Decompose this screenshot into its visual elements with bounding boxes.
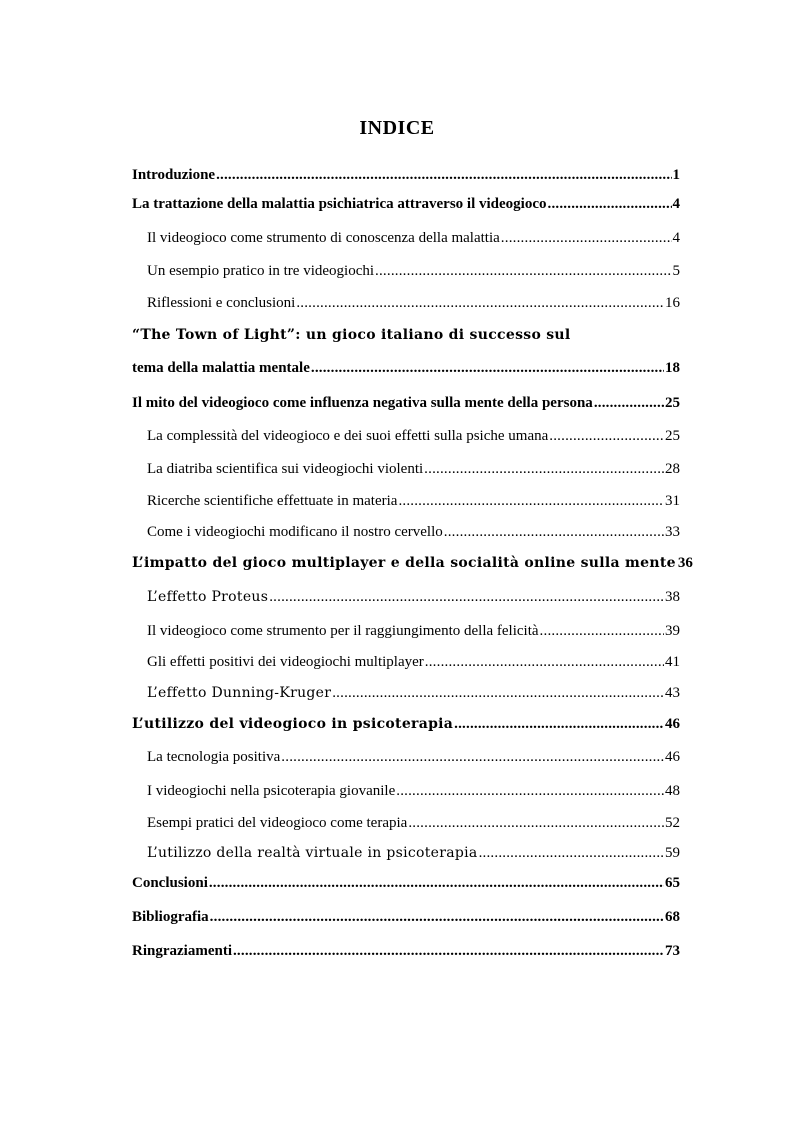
toc-page-number: 16	[665, 295, 680, 311]
toc-page-number: 18	[665, 360, 680, 376]
toc-label: tema della malattia mentale	[132, 360, 310, 376]
toc-entry-riflessioni[interactable]	[147, 293, 680, 313]
toc-entry-psicoterapia-giovanile[interactable]	[147, 781, 680, 801]
toc-entry-trattazione[interactable]	[132, 194, 680, 214]
toc-entry-psicoterapia[interactable]	[132, 714, 680, 734]
toc-leader	[424, 459, 664, 479]
toc-leader	[296, 293, 664, 313]
toc-entry-diatriba[interactable]	[147, 459, 680, 479]
toc-label: L’utilizzo del videogioco in psicoterapia	[132, 716, 454, 732]
toc-page-number: 1	[672, 167, 680, 183]
toc-label: La tecnologia positiva	[147, 749, 281, 765]
toc-label: La diatriba scientifica sui videogiochi violenti	[147, 461, 424, 477]
toc-label: Introduzione	[132, 167, 216, 183]
toc-leader	[501, 228, 672, 248]
toc-leader	[281, 747, 664, 767]
toc-page-number: 4	[672, 196, 680, 212]
toc-entry-esempi-terapia[interactable]	[147, 813, 680, 833]
toc-label: La complessità del videogioco e dei suoi effetti sulla psiche umana	[147, 428, 549, 444]
toc-page-number: 46	[665, 716, 680, 732]
toc-label: La trattazione della malattia psichiatrica attraverso il videogioco	[132, 196, 547, 212]
toc-entry-dunning-kruger[interactable]	[147, 683, 680, 703]
toc-label: Il mito del videogioco come influenza negativa sulla mente della persona	[132, 395, 593, 411]
toc-leader	[311, 358, 664, 378]
toc-entry-strumento-conoscenza[interactable]	[147, 228, 680, 248]
toc-label: Come i videogiochi modificano il nostro cervello	[147, 524, 443, 540]
toc-page-number: 52	[665, 815, 680, 831]
toc-entry-town-of-light-line1[interactable]: “The Town of Light”: un gioco italiano di successo sul	[132, 327, 571, 343]
toc-label: Bibliografia	[132, 909, 209, 925]
toc-leader	[594, 393, 664, 413]
toc-label: Esempi pratici del videogioco come terapia	[147, 815, 408, 831]
toc-page-number: 43	[665, 685, 680, 701]
toc-leader	[425, 652, 664, 672]
toc-label: L’impatto del gioco multiplayer e della socialità online sulla mente	[132, 555, 676, 571]
toc-entry-effetti-positivi[interactable]	[147, 652, 680, 672]
toc-leader	[548, 194, 672, 214]
toc-leader	[396, 781, 664, 801]
toc-leader	[479, 843, 664, 863]
toc-entry-realta-virtuale[interactable]	[147, 843, 680, 863]
toc-entry-felicita[interactable]	[147, 621, 680, 641]
toc-label: I videogiochi nella psicoterapia giovanile	[147, 783, 396, 799]
toc-page-number: 59	[665, 845, 680, 861]
toc-page-number: 25	[665, 428, 680, 444]
toc-page-number: 33	[665, 524, 680, 540]
toc-page-number: 4	[672, 230, 680, 246]
toc-page-number: 5	[672, 263, 680, 279]
toc-page-number: 41	[665, 654, 680, 670]
toc-entry-proteus[interactable]	[147, 587, 680, 607]
toc-label: L’utilizzo della realtà virtuale in psicoterapia	[147, 845, 478, 861]
toc-label: Gli effetti positivi dei videogiochi multiplayer	[147, 654, 424, 670]
toc-entry-esempio-pratico[interactable]	[147, 261, 680, 281]
toc-page-number: 39	[665, 623, 680, 639]
toc-leader	[398, 491, 664, 511]
toc-page-number: 25	[665, 395, 680, 411]
toc-leader	[269, 587, 664, 607]
toc-entry-mito-videogioco[interactable]	[132, 393, 680, 413]
toc-entry-ricerche[interactable]	[147, 491, 680, 511]
toc-page-number: 48	[665, 783, 680, 799]
toc-label: Il videogioco come strumento per il raggiungimento della felicità	[147, 623, 539, 639]
toc-leader	[209, 873, 664, 893]
toc-page-number: 68	[665, 909, 680, 925]
toc-leader	[216, 165, 671, 185]
toc-page-number: 36	[677, 555, 693, 571]
toc-leader	[233, 941, 664, 961]
toc-leader	[210, 907, 664, 927]
toc-page-number: 46	[665, 749, 680, 765]
toc-entry-tecnologia-positiva[interactable]	[147, 747, 680, 767]
toc-entry-conclusioni[interactable]	[132, 873, 680, 893]
toc-entry-multiplayer[interactable]	[132, 553, 693, 573]
toc-entry-town-of-light[interactable]	[132, 358, 680, 378]
toc-entry-complessita[interactable]	[147, 426, 680, 446]
toc-label: L’effetto Proteus	[147, 589, 269, 605]
toc-page-number: 73	[665, 943, 680, 959]
toc-page-number: 28	[665, 461, 680, 477]
toc-leader	[408, 813, 664, 833]
toc-label: Ringraziamenti	[132, 943, 232, 959]
toc-page-number: 38	[665, 589, 680, 605]
toc-label: Conclusioni	[132, 875, 208, 891]
toc-page-number: 31	[665, 493, 680, 509]
toc-leader	[375, 261, 671, 281]
toc-entry-cervello[interactable]	[147, 522, 680, 542]
toc-leader	[549, 426, 664, 446]
toc-leader	[454, 714, 664, 734]
toc-entry-introduzione[interactable]	[132, 165, 680, 185]
toc-leader	[332, 683, 664, 703]
toc-entry-ringraziamenti[interactable]	[132, 941, 680, 961]
toc-label: Ricerche scientifiche effettuate in materia	[147, 493, 398, 509]
toc-label: L’effetto Dunning-Kruger	[147, 685, 332, 701]
toc-page-number: 65	[665, 875, 680, 891]
page-title: INDICE	[359, 117, 435, 139]
toc-label: Un esempio pratico in tre videogiochi	[147, 263, 375, 279]
toc-entry-bibliografia[interactable]	[132, 907, 680, 927]
toc-label: Riflessioni e conclusioni	[147, 295, 296, 311]
toc-leader	[444, 522, 664, 542]
toc-label: Il videogioco come strumento di conoscenza della malattia	[147, 230, 500, 246]
toc-leader	[540, 621, 664, 641]
